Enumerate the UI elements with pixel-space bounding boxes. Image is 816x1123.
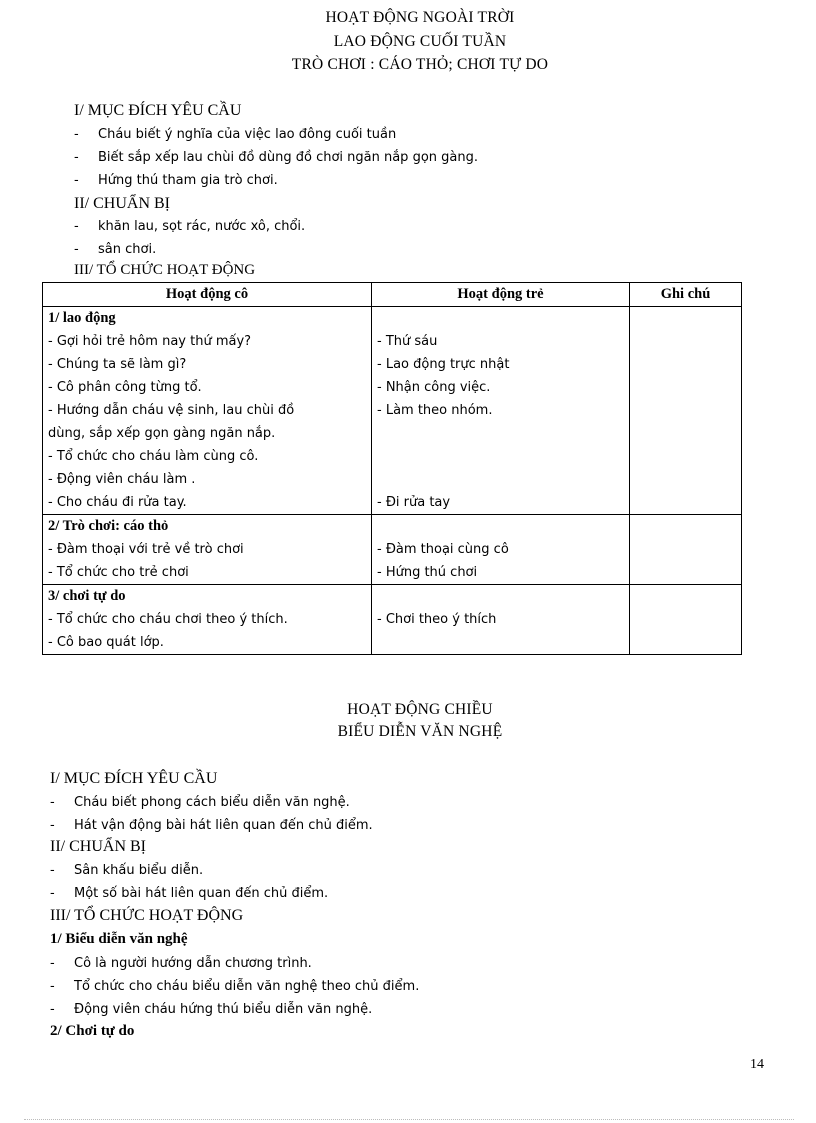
- prep-heading-2: II/ CHUẨN BỊ: [50, 838, 146, 855]
- teacher-line: - Tổ chức cho trẻ chơi: [48, 565, 189, 580]
- title-afternoon-activity: HOẠT ĐỘNG CHIỀU: [347, 701, 493, 718]
- page-number: 14: [750, 1057, 764, 1072]
- teacher-line: - Cô bao quát lớp.: [48, 635, 164, 650]
- dash: -: [74, 127, 79, 142]
- teacher-cell: [43, 585, 372, 655]
- dash: -: [50, 1002, 55, 1017]
- teacher-cell: [43, 515, 372, 585]
- header-notes: Ghi chú: [630, 283, 742, 307]
- activity-table: [42, 282, 742, 655]
- children-line: - Đàm thoại cùng cô: [377, 542, 509, 557]
- sub1-heading: 1/ Biểu diễn văn nghệ: [50, 931, 188, 947]
- children-cell: [372, 307, 630, 515]
- dash: -: [74, 150, 79, 165]
- dash: -: [74, 173, 79, 188]
- table-row: [43, 307, 742, 515]
- teacher-line: - Gợi hỏi trẻ hôm nay thứ mấy?: [48, 334, 252, 349]
- children-line: - Hứng thú chơi: [377, 565, 478, 580]
- teacher-line: - Chúng ta sẽ làm gì?: [48, 357, 187, 372]
- teacher-line: - Tổ chức cho cháu chơi theo ý thích.: [48, 612, 288, 627]
- title-performance: BIỂU DIỄN VĂN NGHỆ: [337, 723, 503, 740]
- dash: -: [74, 219, 79, 234]
- notes-cell: [630, 585, 742, 655]
- title-weekend-labor: LAO ĐỘNG CUỐI TUẦN: [333, 33, 507, 50]
- purpose-heading-2: I/ MỤC ĐÍCH YÊU CẦU: [50, 770, 218, 787]
- group-title: 2/ Trò chơi: cáo thỏ: [48, 518, 169, 534]
- table-row: [43, 585, 742, 655]
- children-line: - Nhận công việc.: [377, 380, 491, 395]
- notes-cell: [630, 307, 742, 515]
- children-line: [372, 468, 629, 491]
- table-header-row: [43, 283, 742, 307]
- children-line: - Chơi theo ý thích: [377, 612, 497, 627]
- page-footer-divider: [24, 1119, 794, 1120]
- teacher-line: - Cho cháu đi rửa tay.: [48, 495, 187, 510]
- header-children-activity: Hoạt động trẻ: [372, 283, 630, 307]
- prep-item-2: Một số bài hát liên quan đến chủ điểm.: [74, 886, 329, 901]
- title-game: TRÒ CHƠI : CÁO THỎ; CHƠI TỰ DO: [291, 56, 549, 73]
- prep-item: khăn lau, sọt rác, nước xô, chổi.: [98, 219, 306, 234]
- sub1-item: Tổ chức cho cháu biểu diễn văn nghệ theo chủ điểm.: [74, 979, 420, 994]
- teacher-line: dùng, sắp xếp gọn gàng ngăn nắp.: [48, 426, 276, 441]
- purpose-item: Hứng thú tham gia trò chơi.: [98, 173, 278, 188]
- children-line: [372, 515, 629, 538]
- prep-item: sân chơi.: [98, 242, 157, 257]
- prep-item-2: Sân khấu biểu diễn.: [74, 863, 204, 878]
- children-line: - Đi rửa tay: [377, 495, 451, 510]
- org-heading-2: III/ TỔ CHỨC HOẠT ĐỘNG: [50, 907, 244, 924]
- prep-heading: II/ CHUẨN BỊ: [74, 195, 170, 212]
- dash: -: [50, 863, 55, 878]
- org-heading: III/ TỔ CHỨC HOẠT ĐỘNG: [74, 262, 256, 278]
- dash: -: [50, 818, 55, 833]
- children-cell: [372, 585, 630, 655]
- purpose-heading: I/ MỤC ĐÍCH YÊU CẦU: [74, 102, 242, 119]
- teacher-cell: [43, 307, 372, 515]
- purpose-item: Cháu biết ý nghĩa của việc lao đông cuối tuần: [98, 127, 397, 142]
- sub2-heading: 2/ Chơi tự do: [50, 1023, 135, 1039]
- children-line: [372, 445, 629, 468]
- group-title: 3/ chơi tự do: [48, 588, 126, 604]
- sub1-item: Cô là người hướng dẫn chương trình.: [74, 956, 312, 971]
- group-title: 1/ lao động: [48, 310, 116, 326]
- purpose-item-2: Cháu biết phong cách biểu diễn văn nghệ.: [74, 795, 350, 810]
- dash: -: [74, 242, 79, 257]
- dash: -: [50, 956, 55, 971]
- dash: -: [50, 886, 55, 901]
- teacher-line: - Đàm thoại với trẻ về trò chơi: [48, 542, 244, 557]
- dash: -: [50, 979, 55, 994]
- teacher-line: - Động viên cháu làm .: [48, 472, 196, 487]
- purpose-item-2: Hát vận động bài hát liên quan đến chủ điểm.: [74, 818, 373, 833]
- notes-cell: [630, 515, 742, 585]
- teacher-line: - Cô phân công từng tổ.: [48, 380, 202, 395]
- teacher-line: - Hướng dẫn cháu vệ sinh, lau chùi đồ: [48, 403, 295, 418]
- children-line: [372, 585, 629, 608]
- children-line: - Làm theo nhóm.: [377, 403, 493, 418]
- sub1-item: Động viên cháu hứng thú biểu diễn văn nghệ.: [74, 1002, 373, 1017]
- purpose-item: Biết sắp xếp lau chùi đồ dùng đồ chơi ngăn nắp gọn gàng.: [98, 150, 478, 165]
- children-line: [372, 422, 629, 445]
- children-cell: [372, 515, 630, 585]
- dash: -: [50, 795, 55, 810]
- children-line: - Thứ sáu: [377, 334, 438, 349]
- teacher-line: - Tổ chức cho cháu làm cùng cô.: [48, 449, 259, 464]
- table-row: [43, 515, 742, 585]
- header-teacher-activity: Hoạt động cô: [43, 283, 372, 307]
- title-outdoor-activity: HOẠT ĐỘNG NGOÀI TRỜI: [325, 9, 515, 26]
- children-line: [372, 307, 629, 330]
- children-line: - Lao động trực nhật: [377, 357, 510, 372]
